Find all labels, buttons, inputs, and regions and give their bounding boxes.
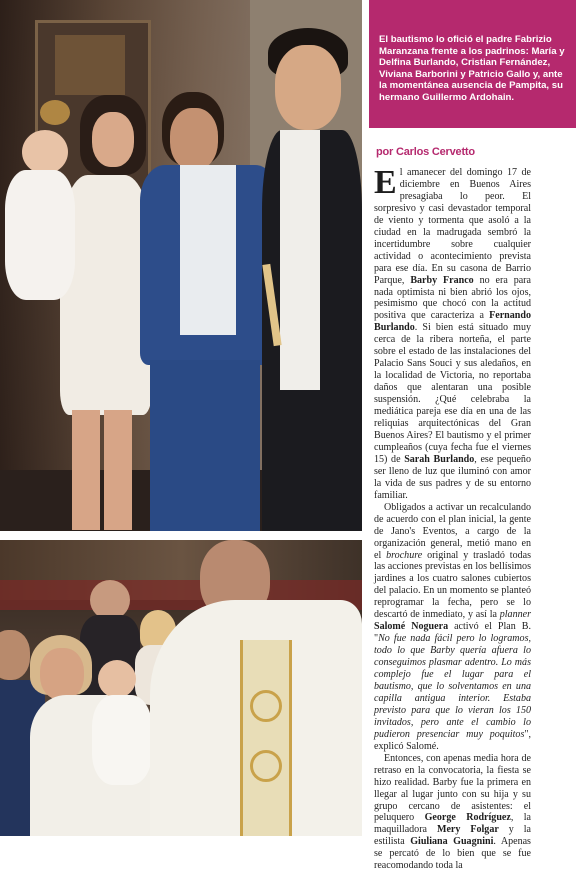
text-run: no era para nada optimista ni bien abrió los ojos, pesimismo que chocó con la actitud positiva que caracteriza a [374,274,531,322]
article-paragraph-3 [374,753,531,872]
text-run: ", explicó Salomé. [374,728,531,752]
text-run: Entonces, con apenas media hora de retraso en la convocatoria, la fiesta se hizo realidad. Barby fue la primera en llegar al lugar junto con su hija y su grupo cercano de asistentes: el peluquero [374,752,531,824]
bold-name: George Rodríguez [424,812,511,824]
paragraph-2-text [374,502,531,752]
text-run: original y trasladó todas las acciones previstas en los bellísimos jardines a los cuatro salones cubiertos del palacio. En un momento se planteó reprogramar la fecha, pero se lo descartó de inmediato, y así la [374,549,531,621]
drop-cap: E [374,164,397,201]
byline: por Carlos Cervetto [376,146,475,158]
bold-name: Salomé Noguera [374,621,449,633]
text-run: l amanecer del domingo 17 de diciembre en Buenos Aires presagiaba lo peor. El sorpresivo y casi devastador temporal de viento y tormenta que asoló a la ciudad en la madrugada sembró la incertidumbre sobre cualquier actividad o acontecimiento prevista para ese día. En su casona de Barrio Parque, [374,167,531,286]
text-run: y la estilista [374,824,531,848]
text-run: . Si bien está situado muy cerca de la ribera norteña, el parte sobre el estado de las instalaciones del Palacio Sans Souci y sus aledaños, en la localidad de Victoria, no reportaba daños que alentaran una posible suspensión. ¿Qué celebraba la mediática pareja ese día en una de las reliquias arquitectónicas del Gran Buenos Aires? El bautismo y el primer cumpleaños (cuya fecha fue el viernes 15) de [374,322,531,465]
article-body [374,164,531,872]
text-run: , la maquilladora [374,812,531,836]
top-photo [0,0,362,531]
bold-name: Barby Franco [410,274,474,286]
italic-text: planner [499,609,531,621]
bold-name: Fernando Burlando [374,310,531,334]
paragraph-1-text [374,164,531,501]
text-run: Obligados a activar un recalculando de acuerdo con el plan inicial, la gente de Jano's Eventos, a cargo de la organización general, metió mano en el [374,501,531,561]
photo-caption-box [369,0,576,128]
bold-name: Mery Folgar [436,824,499,836]
bottom-photo [0,540,362,836]
photo-caption: El bautismo lo ofició el padre Fabrizio Maranzana frente a los padrinos: María y Delfina Burlando, Cristian Fernández, Viviana Barborini y Patricio Gallo y, ante la momentánea ausencia de Pampita, su hermano Guillermo Ardohain. [379,34,565,103]
bold-name: Sarah Burlando [404,453,475,465]
text-run: . Apenas se percató de lo bien que se fue reacomodando toda la [374,836,531,872]
text-run: , ese pequeño ser lleno de luz que iluminó con amor la vida de sus padres y de su entorno familiar. [374,453,531,501]
article-paragraph-2 [374,502,531,753]
italic-text: brochure [386,549,423,561]
bold-name: Giuliana Guagnini [410,836,494,848]
paragraph-3-text [374,753,531,872]
italic-text: No fue nada fácil pero lo logramos, todo lo que Barby quería afuera lo conseguimos plasmar adentro. Lo más complejo fue el lugar para el bautismo, que lo solventamos en una capilla antigua interior. Estaba previsto para que lo vieran los 150 invitados, pero ante el cambio lo pudieron presenciar muy poquitos [374,633,531,740]
text-run: activó el Plan B. " [374,621,531,645]
article-paragraph-1 [374,164,531,502]
